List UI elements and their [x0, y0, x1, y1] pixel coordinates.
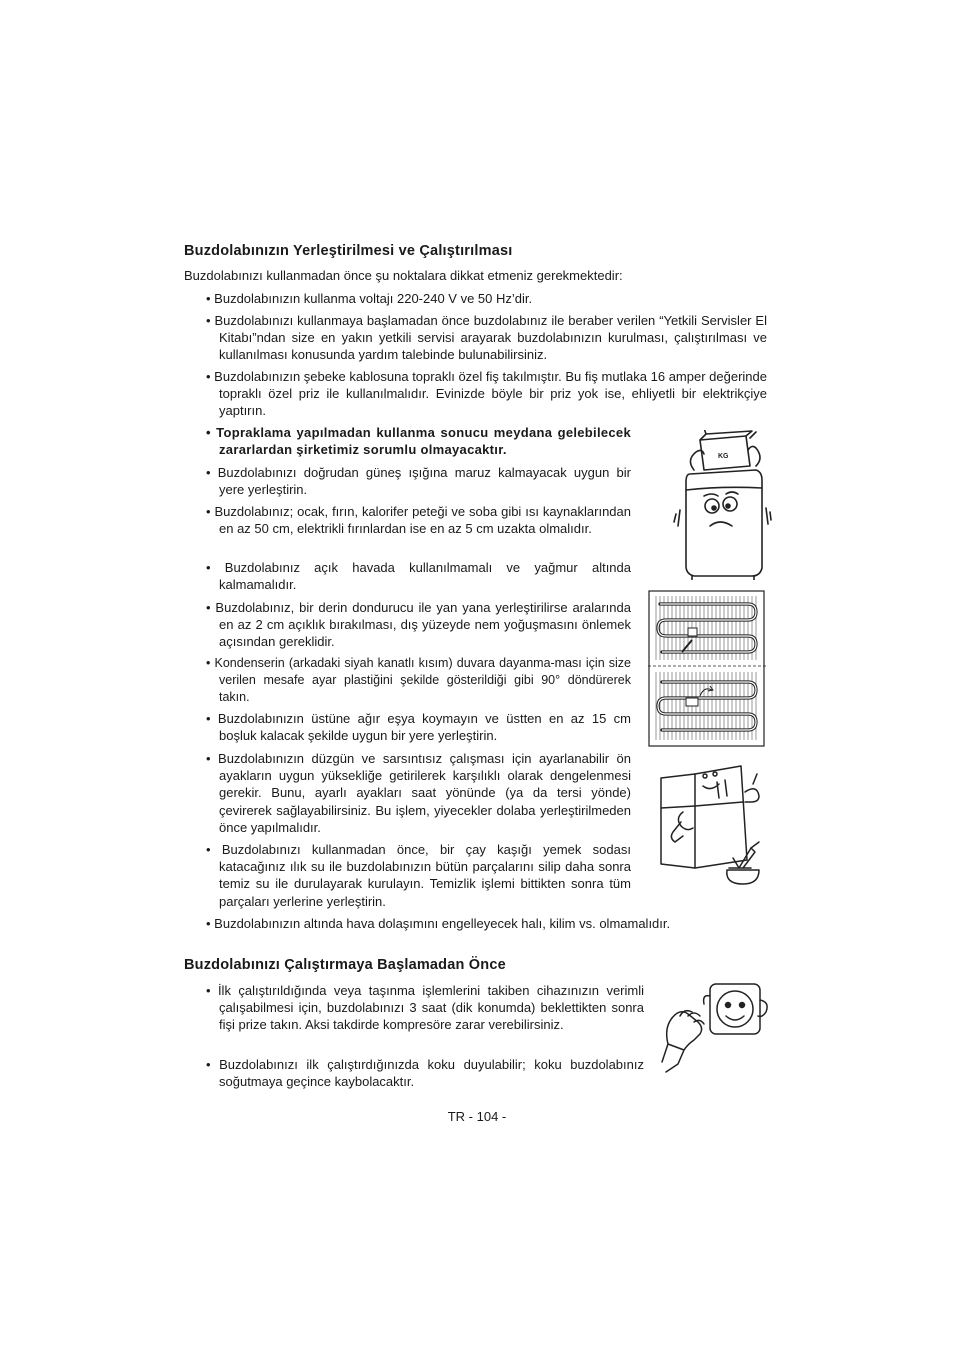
- bullet-cleaning: • Buzdolabınızı kullanmadan önce, bir çay kaşığı yemek sodası katacağınız ılık su ile buzdolabınızın bütün parçalarını silip daha sonra temiz su ile durulayarak kurulayın. Temizlik işlemi bittikten sonra tüm parçaları yerlerine yerleştirin.: [206, 842, 631, 909]
- plug-socket-illustration: [658, 978, 770, 1076]
- fridge-leveling-illustration: [655, 762, 767, 886]
- bullet-adjustable-feet: • Buzdolabınızın düzgün ve sarsıntısız çalışması için ayarlanabilir ön ayakların uygun yüksekliğe getirilerek karşılıklı olarak dengelenmesi gerekir. Bunu, ayarlı ayakları saat yönünde (ya da tersi yönde) çevirerek sağlayabilirsiniz. Bu işlem, yiyecekler dolaba yerleştirilmeden önce yapılmalıdır.: [206, 751, 631, 835]
- bullet-wait-3-hours: • İlk çalıştırıldığında veya taşınma işlemlerini takiben cihazınızın verimli çalışabilmesi için, buzdolabınızı 3 saat (dik konumda) beklettikten sonra fişi prize takın. Aksi takdirde kompresöre zarar verebilirsiniz.: [206, 983, 644, 1033]
- page-number: TR - 104 -: [447, 1109, 507, 1124]
- bullet-condenser-spacer: • Kondenserin (arkadaki siyah kanatlı kısım) duvara dayanma-ması için size verilen mesafe ayar plastiğini şekilde gösterildiği gibi 90° döndürerek takın.: [206, 656, 631, 705]
- bullet-grounding-warning: • Topraklama yapılmadan kullanma sonucu meydana gelebilecek zararlardan şirketimiz sorumlu olmayacaktır.: [206, 425, 631, 458]
- bullet-top-clearance: • Buzdolabınızın üstüne ağır eşya koymayın ve üstten en az 15 cm boşluk kalacak şekilde uygun bir yere yerleştirin.: [206, 711, 631, 744]
- bullet-voltage: • Buzdolabınızın kullanma voltajı 220-240 V ve 50 Hz’dir.: [206, 291, 533, 306]
- fridge-carrying-box-illustration: [672, 430, 772, 580]
- condenser-spacer-illustration: [648, 590, 766, 748]
- section-title-placement: Buzdolabınızın Yerleştirilmesi ve Çalıştırılması: [184, 243, 513, 259]
- box-weight-label: KG: [718, 453, 729, 460]
- bullet-sunlight: • Buzdolabınızı doğrudan güneş ışığına maruz kalmayacak uygun bir yere yerleştirin.: [206, 465, 631, 498]
- section-title-before-start: Buzdolabınızı Çalıştırmaya Başlamadan Önce: [184, 957, 506, 973]
- bullet-heat-sources: • Buzdolabınız; ocak, fırın, kalorifer peteği ve soba gibi ısı kaynaklarından en az 50 cm, elektrikli fırınlardan ise en az 5 cm uzakta olmalıdır.: [206, 504, 631, 537]
- bullet-authorized-service: • Buzdolabınızı kullanmaya başlamadan önce buzdolabınız ile beraber verilen “Yetkili Servisler El Kitabı”ndan size en yakın yetkili servisi arayarak buzdolabınızın kurulması, çalıştırılması ve kullanılması konusunda yardım talebinde bulunabilirsiniz.: [206, 313, 767, 363]
- intro-text: Buzdolabınızı kullanmadan önce şu noktalara dikkat etmeniz gerekmektedir:: [184, 268, 623, 283]
- bullet-outdoor-rain: • Buzdolabınız açık havada kullanılmamalı ve yağmur altında kalmamalıdır.: [206, 560, 631, 593]
- bullet-initial-odor: • Buzdolabınızı ilk çalıştırdığınızda koku duyulabilir; koku buzdolabınız soğutmaya geçince kaybolacaktır.: [206, 1057, 644, 1090]
- bullet-grounded-plug: • Buzdolabınızın şebeke kablosuna topraklı özel fiş takılmıştır. Bu fiş mutlaka 16 amper değerinde topraklı özel priz ile kullanılmalıdır. Evinizde böyle bir priz yok ise, ehliyetli bir elektrikçiye yaptırın.: [206, 369, 767, 419]
- bullet-deep-freezer-gap: • Buzdolabınız, bir derin dondurucu ile yan yana yerleştirilirse aralarında en az 2 cm açıklık bırakılması, dış yüzeyde nem yoğuşmasını önlemek açısından gereklidir.: [206, 600, 631, 650]
- bullet-carpet: • Buzdolabınızın altında hava dolaşımını engelleyecek halı, kilim vs. olmamalıdır.: [206, 916, 671, 931]
